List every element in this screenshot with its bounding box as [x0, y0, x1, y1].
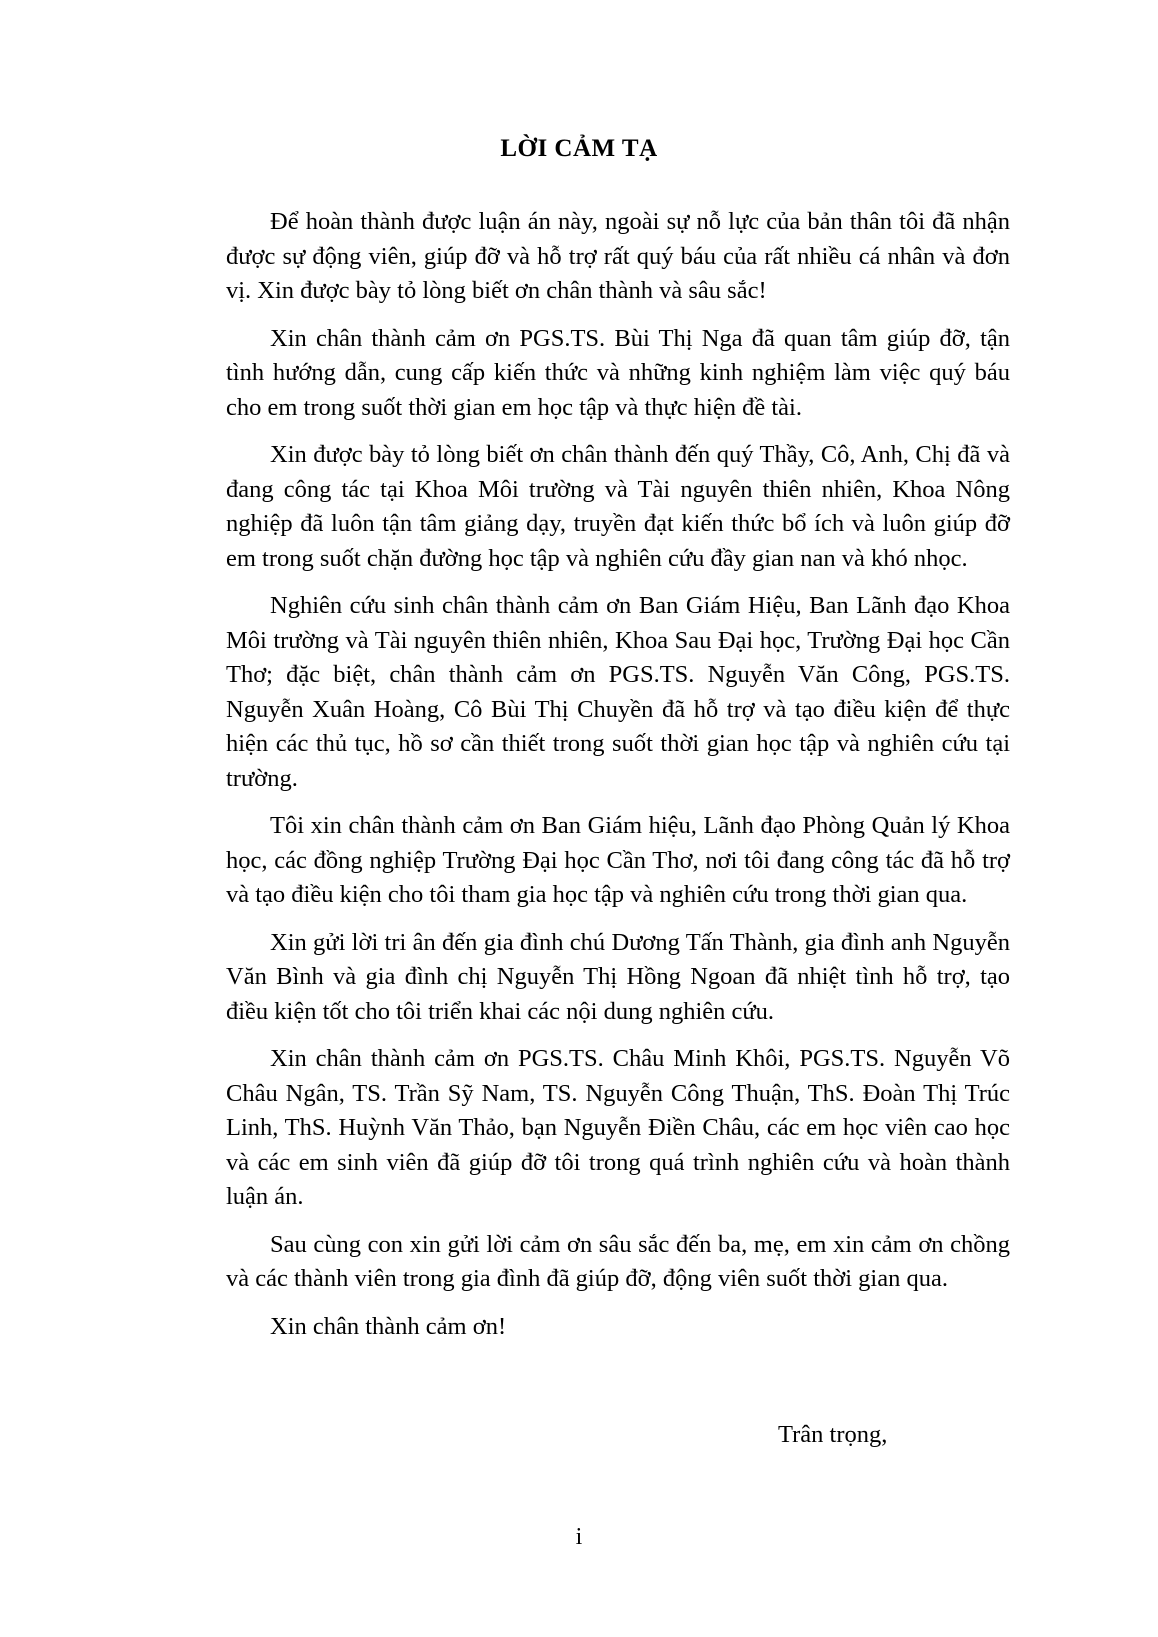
- paragraph-family-thanks: Sau cùng con xin gửi lời cảm ơn sâu sắc đến ba, mẹ, em xin cảm ơn chồng và các thành viên trong gia đình đã giúp đỡ, động viên suốt thời gian qua.: [226, 1230, 1010, 1292]
- paragraph-university-thanks: Nghiên cứu sinh chân thành cảm ơn Ban Giám Hiệu, Ban Lãnh đạo Khoa Môi trường và Tài nguyên thiên nhiên, Khoa Sau Đại học, Trường Đại học Cần Thơ; đặc biệt, chân thành cảm ơn PGS.TS. Nguyễn Văn Công, PGS.TS. Nguyễn Xuân Hoàng, Cô Bùi Thị Chuyền đã hỗ trợ và tạo điều kiện để thực hiện các thủ tục, hồ sơ cần thiết trong suốt thời gian học tập và nghiên cứu tại trường.: [226, 592, 1010, 792]
- paragraph-faculty-thanks: Xin được bày tỏ lòng biết ơn chân thành đến quý Thầy, Cô, Anh, Chị đã và đang công tác tại Khoa Môi trường và Tài nguyên thiên nhiên, Khoa Nông nghiệp đã luôn tận tâm giảng dạy, truyền đạt kiến thức bổ ích và luôn giúp đỡ em trong suốt chặn đường học tập và nghiên cứu đầy gian nan và khó nhọc.: [226, 441, 1010, 572]
- paragraph-intro: Để hoàn thành được luận án này, ngoài sự nỗ lực của bản thân tôi đã nhận được sự động viên, giúp đỡ và hỗ trợ rất quý báu của rất nhiều cá nhân và đơn vị. Xin được bày tỏ lòng biết ơn chân thành và sâu sắc!: [226, 208, 1010, 304]
- acknowledgement-body: [226, 205, 1010, 1357]
- signoff: Trân trọng,: [778, 1421, 888, 1448]
- paragraph-colleagues-thanks: Tôi xin chân thành cảm ơn Ban Giám hiệu, Lãnh đạo Phòng Quản lý Khoa học, các đồng nghiệp Trường Đại học Cần Thơ, nơi tôi đang công tác đã hỗ trợ và tạo điều kiện cho tôi tham gia học tập và nghiên cứu trong thời gian qua.: [226, 812, 1010, 908]
- paragraph-families-thanks: Xin gửi lời tri ân đến gia đình chú Dương Tấn Thành, gia đình anh Nguyễn Văn Bình và gia đình chị Nguyễn Thị Hồng Ngoan đã nhiệt tình hỗ trợ, tạo điều kiện tốt cho tôi triển khai các nội dung nghiên cứu.: [226, 928, 1010, 1025]
- page-title: LỜI CẢM TẠ: [500, 135, 658, 162]
- paragraph-closing: Xin chân thành cảm ơn!: [270, 1312, 507, 1340]
- paragraph-advisor-thanks: Xin chân thành cảm ơn PGS.TS. Bùi Thị Nga đã quan tâm giúp đỡ, tận tình hướng dẫn, cung cấp kiến thức và những kinh nghiệm làm việc quý báu cho em trong suốt thời gian em học tập và thực hiện đề tài.: [226, 324, 1010, 421]
- page-number: i: [575, 1524, 583, 1550]
- paragraph-collaborators-thanks: Xin chân thành cảm ơn PGS.TS. Châu Minh Khôi, PGS.TS. Nguyễn Võ Châu Ngân, TS. Trần Sỹ Nam, TS. Nguyễn Công Thuận, ThS. Đoàn Thị Trúc Linh, ThS. Huỳnh Văn Thảo, bạn Nguyễn Điền Châu, các em học viên cao học và các em sinh viên đã giúp đỡ tôi trong quá trình nghiên cứu và hoàn thành luận án.: [226, 1045, 1010, 1210]
